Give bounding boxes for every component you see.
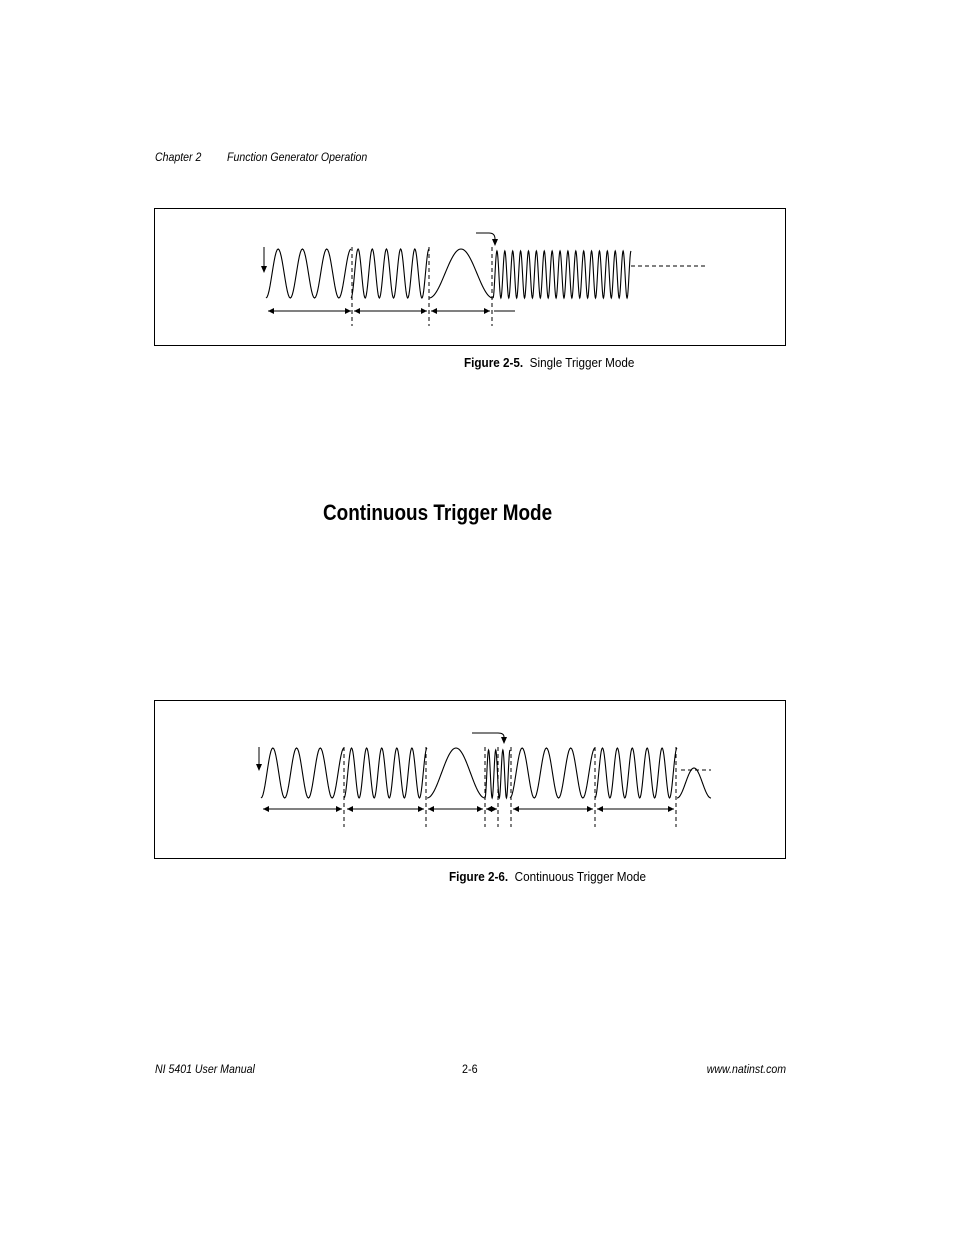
figure-1-title: Single Trigger Mode	[529, 355, 635, 370]
waveform-slow	[266, 249, 351, 298]
waveform-single-cycle-repeat	[677, 768, 711, 798]
duration-arrow-1-head-left	[263, 806, 269, 812]
duration-arrow-2-head-right	[418, 806, 424, 812]
duration-arrow-6-head-right	[668, 806, 674, 812]
footer-url: www.natinst.com	[706, 1062, 786, 1076]
duration-arrow-3-head-right	[484, 308, 490, 314]
duration-arrow-4-head-right	[491, 806, 497, 812]
duration-arrow-1-head-right	[336, 806, 342, 812]
waveform-medium	[351, 249, 429, 298]
waveform-fast	[493, 251, 631, 298]
single-trigger-diagram	[155, 209, 787, 347]
duration-arrow-5-head-left	[513, 806, 519, 812]
trigger-head	[501, 737, 507, 744]
continuous-trigger-diagram	[155, 701, 787, 860]
duration-arrow-3-head-left	[428, 806, 434, 812]
footer-manual-title: NI 5401 User Manual	[155, 1062, 255, 1076]
figure-single-trigger	[154, 208, 786, 346]
start-trigger-icon	[256, 764, 262, 771]
duration-arrow-2-head-right	[421, 308, 427, 314]
figure-2-caption	[449, 869, 646, 884]
duration-arrow-5-head-right	[587, 806, 593, 812]
section-heading: Continuous Trigger Mode	[323, 500, 553, 525]
waveform-single-cycle	[429, 249, 493, 298]
footer-page-number: 2-6	[462, 1062, 478, 1076]
figure-continuous-trigger	[154, 700, 786, 859]
header-chapter: Chapter 2	[155, 150, 202, 164]
duration-arrow-6-head-left	[597, 806, 603, 812]
trigger-head	[492, 239, 498, 246]
duration-arrow-3-head-right	[477, 806, 483, 812]
trigger-line	[472, 733, 504, 737]
waveform-slow-repeat	[510, 748, 595, 798]
waveform-medium-repeat	[595, 748, 677, 798]
figure-2-number: Figure 2-6.	[449, 869, 509, 884]
trigger-line	[476, 233, 495, 239]
duration-arrow-2-head-left	[347, 806, 353, 812]
header-title: Function Generator Operation	[227, 150, 368, 164]
start-trigger-icon	[261, 266, 267, 273]
duration-arrow-1-head-left	[268, 308, 274, 314]
waveform-single-cycle	[427, 748, 485, 798]
duration-arrow-1-head-right	[345, 308, 351, 314]
figure-2-title: Continuous Trigger Mode	[514, 869, 647, 884]
duration-arrow-2-head-left	[354, 308, 360, 314]
duration-arrow-3-head-left	[431, 308, 437, 314]
waveform-slow	[261, 748, 344, 798]
waveform-medium	[344, 748, 427, 798]
figure-1-caption	[464, 355, 634, 370]
figure-1-number: Figure 2-5.	[464, 355, 524, 370]
